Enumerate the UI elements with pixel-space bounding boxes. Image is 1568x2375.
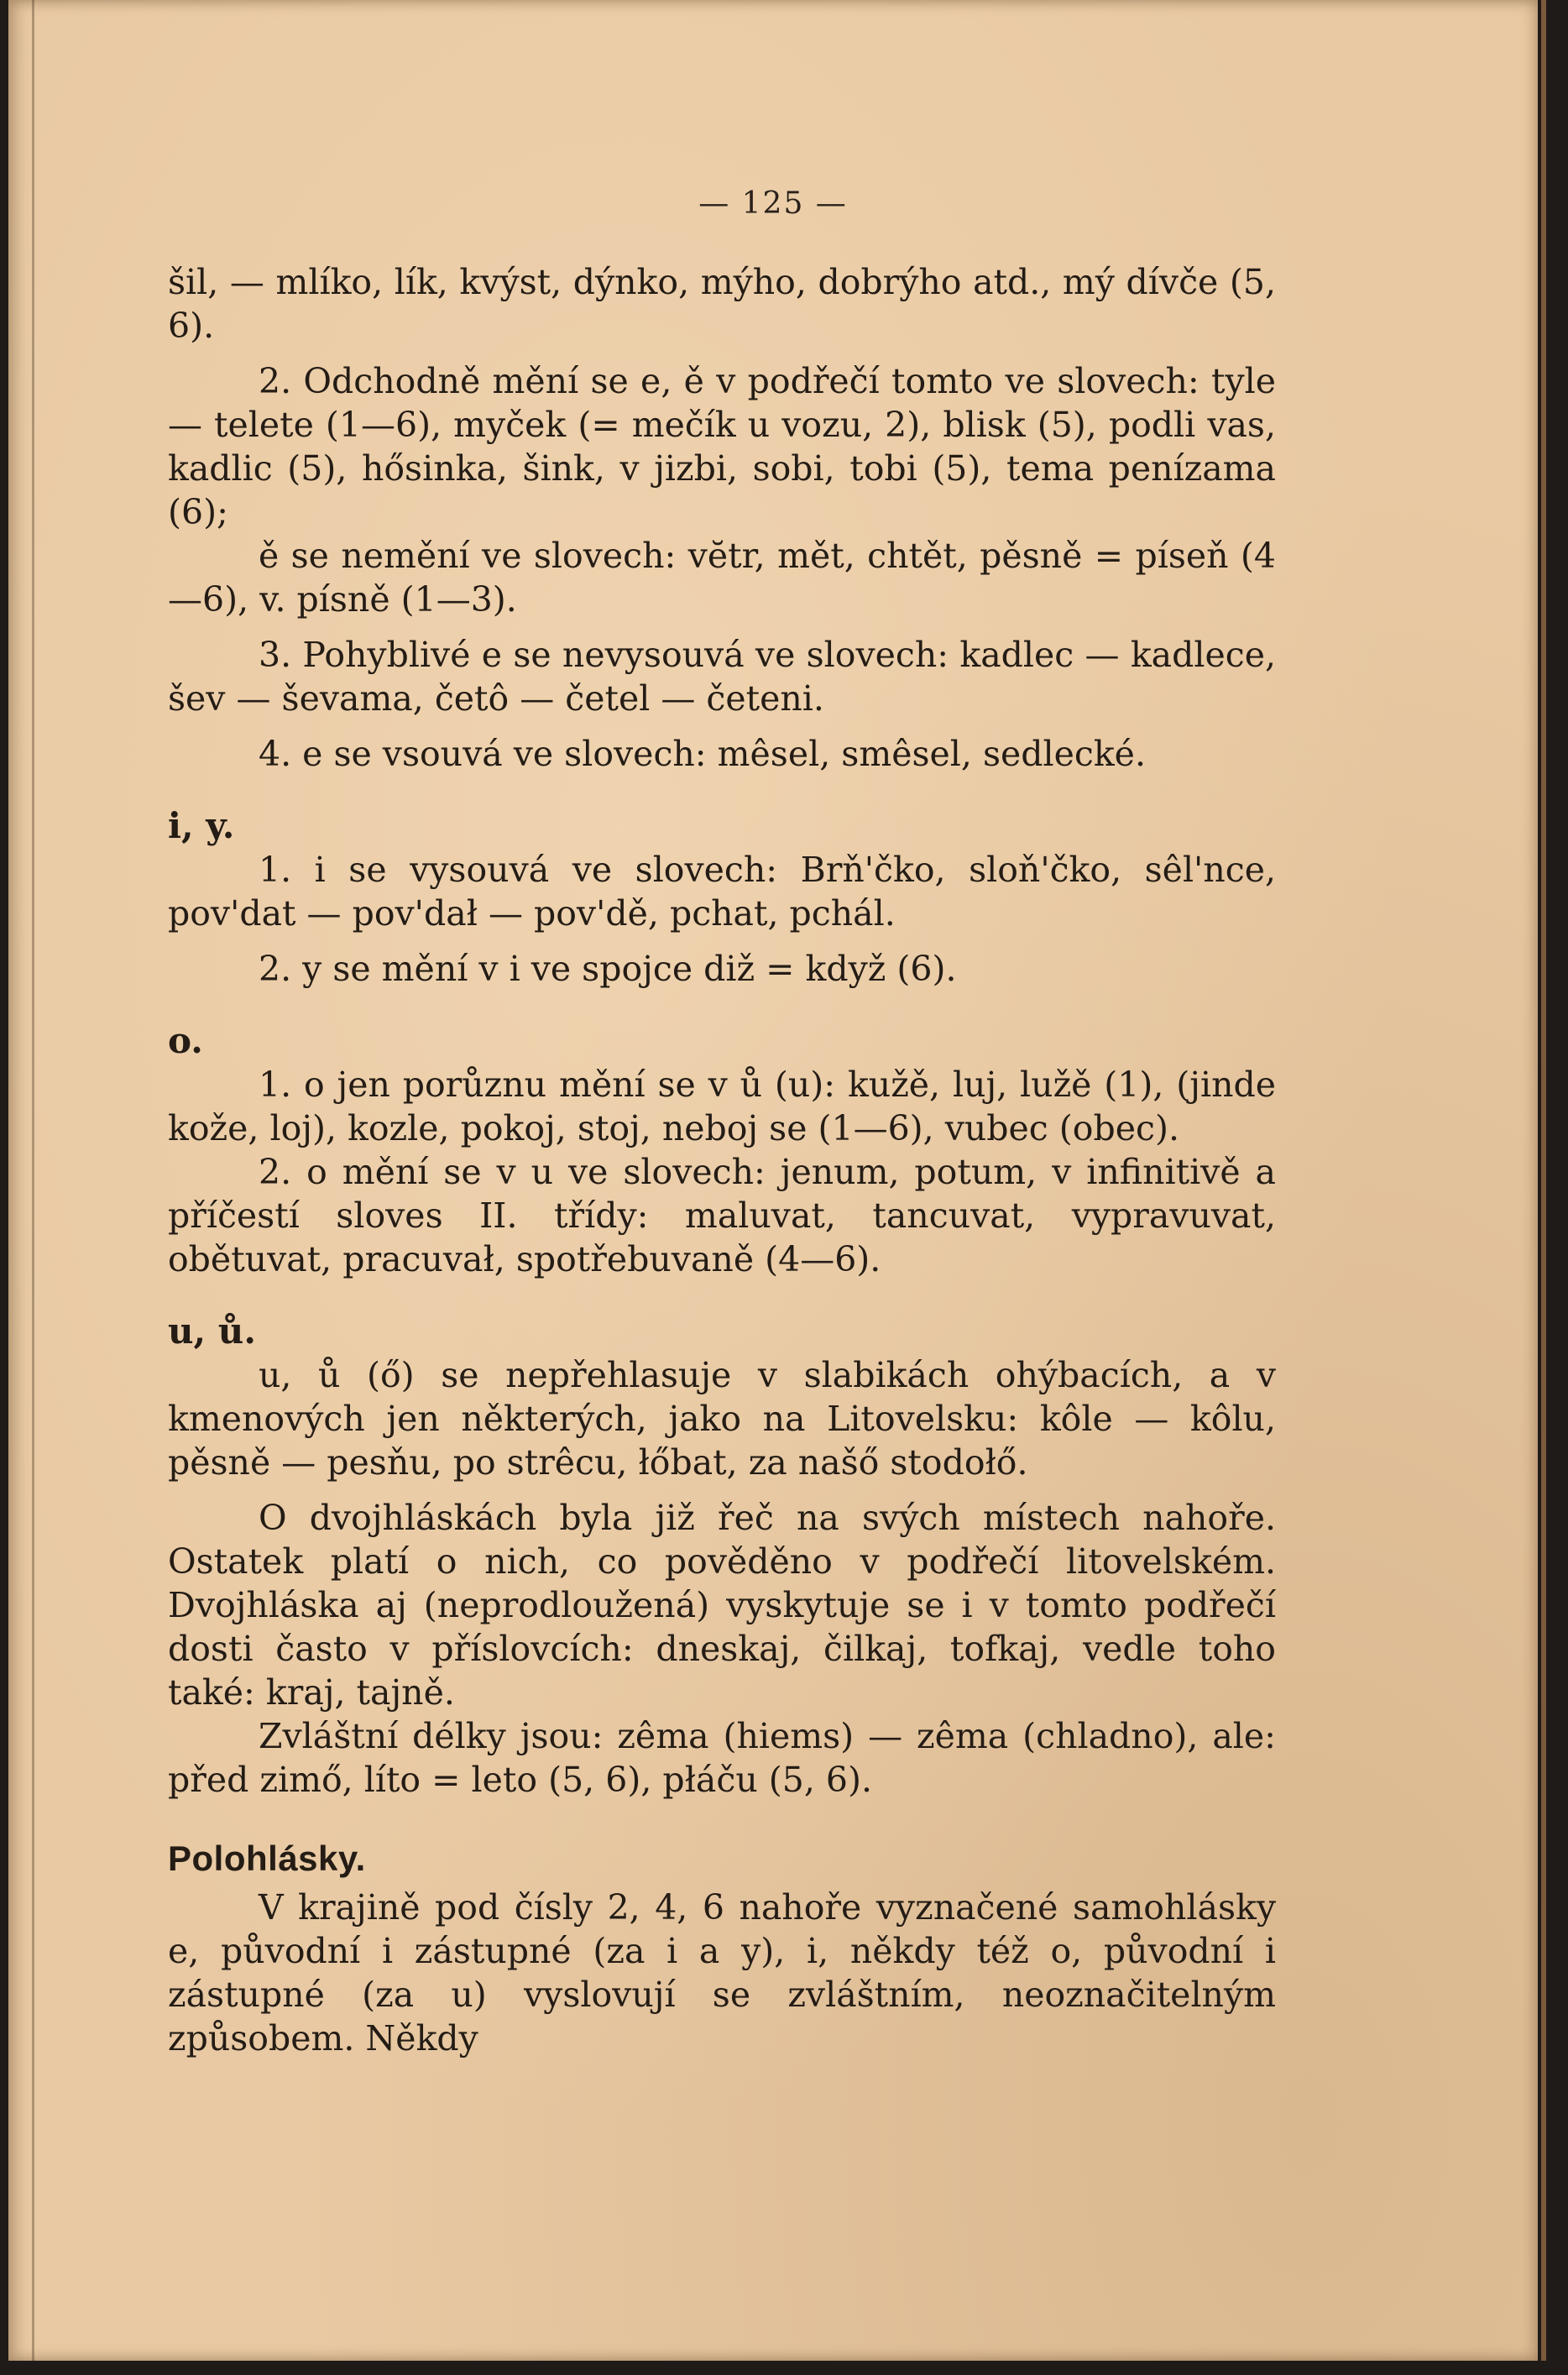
paragraph: 1. o jen porůznu mění se v ů (u): kužě, luj, lužě (1), (jinde kože, loj), kozle, pokoj, stoj, neboj se (1—6), vubec (obec).	[168, 1065, 1276, 1148]
section-heading-i-y: i, y.	[168, 805, 235, 846]
paragraph: 2. y se mění v i ve spojce diž = když (6).	[259, 949, 957, 989]
paragraph: 2. o mění se v u ve slovech: jenum, potum, v infinitivě a příčestí sloves II. třídy: maluvat, tancuvat, vypravuvat, obětuvat, pracuvał, spotřebuvaně (4—6).	[168, 1152, 1276, 1279]
section-heading-u: u, ů.	[168, 1310, 256, 1352]
section-heading-o: o.	[168, 1020, 203, 1061]
paragraph: ě se nemění ve slovech: vĕtr, mět, chtět, pěsně = píseň (4—6), v. písně (1—3).	[168, 536, 1276, 620]
paragraph: u, ů (ő) se nepřehlasuje v slabikách ohýbacích, a v kmenových jen některých, jako na Litovelsku: kôle — kôlu, pěsně — pesňu, po strêcu, łőbat, za našő stodołő.	[168, 1355, 1276, 1483]
paragraph: Zvláštní délky jsou: zêma (hiems) — zêma (chladno), ale: před zimő, líto = leto (5, 6), płáču (5, 6).	[168, 1716, 1276, 1800]
paragraph: V krajině pod čísly 2, 4, 6 nahoře vyznačené samohlásky e, původní i zástupné (za i a y), i, někdy též o, původní i zástupné (za u) vyslovují se zvláštním, neoznačitelným způsobem. Někdy	[168, 1887, 1276, 2059]
paragraph: 3. Pohyblivé e se nevysouvá ve slovech: kadlec — kadlece, šev — ševama, četô — četel — četeni.	[168, 635, 1276, 719]
paragraph: 4. e se vsouvá ve slovech: mêsel, smêsel, sedlecké.	[259, 734, 1146, 774]
page-number: — 125 —	[698, 186, 848, 221]
paragraph: O dvojhláskách byla již řeč na svých místech nahoře. Ostatek platí o nich, co pověděno v podřečí litovelském. Dvojhláska aj (neprodloužená) vyskytuje se i v tomto podřečí dosti často v příslovcích: dneskaj, čilkaj, tofkaj, vedle toho také: kraj, tajně.	[168, 1498, 1276, 1713]
page-edge	[1541, 0, 1546, 2361]
paragraph: šil, — mlíko, lík, kvýst, dýnko, mýho, dobrýho atd., mý dívče (5, 6).	[168, 262, 1276, 346]
paragraph: 2. Odchodně mění se e, ě v podřečí tomto ve slovech: tyle — telete (1—6), myček (= mečík u vozu, 2), blisk (5), podli vas, kadlic (5), hősinka, šink, v jizbi, sobi, tobi (5), tema penízama (6);	[168, 361, 1276, 532]
section-heading-polohlasky: Polohlásky.	[168, 1839, 366, 1878]
binding-gutter	[32, 0, 34, 2361]
body-text	[168, 260, 1276, 2060]
book-page	[8, 0, 1538, 2361]
paragraph: 1. i se vysouvá ve slovech: Brň'čko, sloň'čko, sêl'nce, pov'dat — pov'dał — pov'dě, pchat, pchál.	[168, 850, 1276, 934]
